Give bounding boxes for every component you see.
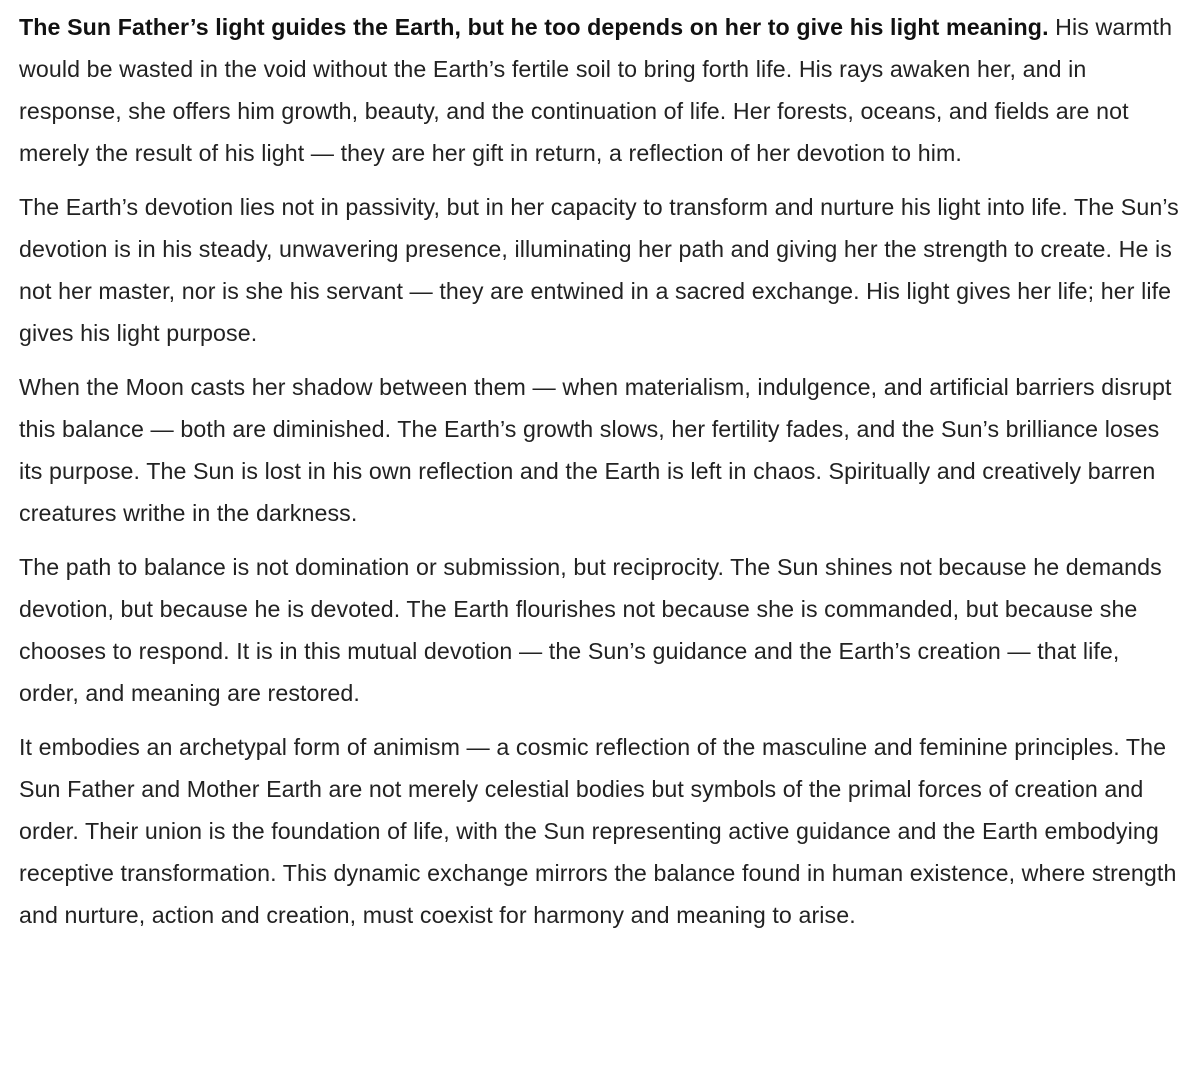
paragraph-text: The path to balance is not domination or submission, but reciprocity. The Sun shines not because he demands devotion, but because he is devoted. The Earth flourishes not because she is commanded, but because she chooses to respond. It is in this mutual devotion — the Sun’s guidance and the Earth’s creation — that life, order, and meaning are restored. [19,554,1162,706]
paragraph-text: His warmth would be wasted in the void without the Earth’s fertile soil to bring forth life. His rays awaken her, and in response, she offers him growth, beauty, and the continuation of life. Her forests, oceans, and fields are not merely the result of his light — they are her gift in return, a reflection of her devotion to him. [19,14,1173,166]
paragraph-1 [19,6,1180,174]
paragraph-5 [19,726,1180,936]
paragraph-2 [19,186,1180,354]
paragraph-3 [19,366,1180,534]
paragraph-text: The Earth’s devotion lies not in passivity, but in her capacity to transform and nurture his light into life. The Sun’s devotion is in his steady, unwavering presence, illuminating her path and giving her the strength to create. He is not her master, nor is she his servant — they are entwined in a sacred exchange. His light gives her life; her life gives his light purpose. [19,194,1179,346]
paragraph-4 [19,546,1180,714]
paragraph-text: It embodies an archetypal form of animism — a cosmic reflection of the masculine and feminine principles. The Sun Father and Mother Earth are not merely celestial bodies but symbols of the primal forces of creation and order. Their union is the foundation of life, with the Sun representing active guidance and the Earth embodying receptive transformation. This dynamic exchange mirrors the balance found in human existence, where strength and nurture, action and creation, must coexist for harmony and meaning to arise. [19,734,1177,928]
paragraph-text: When the Moon casts her shadow between them — when materialism, indulgence, and artificial barriers disrupt this balance — both are diminished. The Earth’s growth slows, her fertility fades, and the Sun’s brilliance loses its purpose. The Sun is lost in his own reflection and the Earth is left in chaos. Spiritually and creatively barren creatures writhe in the darkness. [19,374,1172,526]
paragraph-lead-bold: The Sun Father’s light guides the Earth, but he too depends on her to give his light meaning. [19,14,1049,40]
